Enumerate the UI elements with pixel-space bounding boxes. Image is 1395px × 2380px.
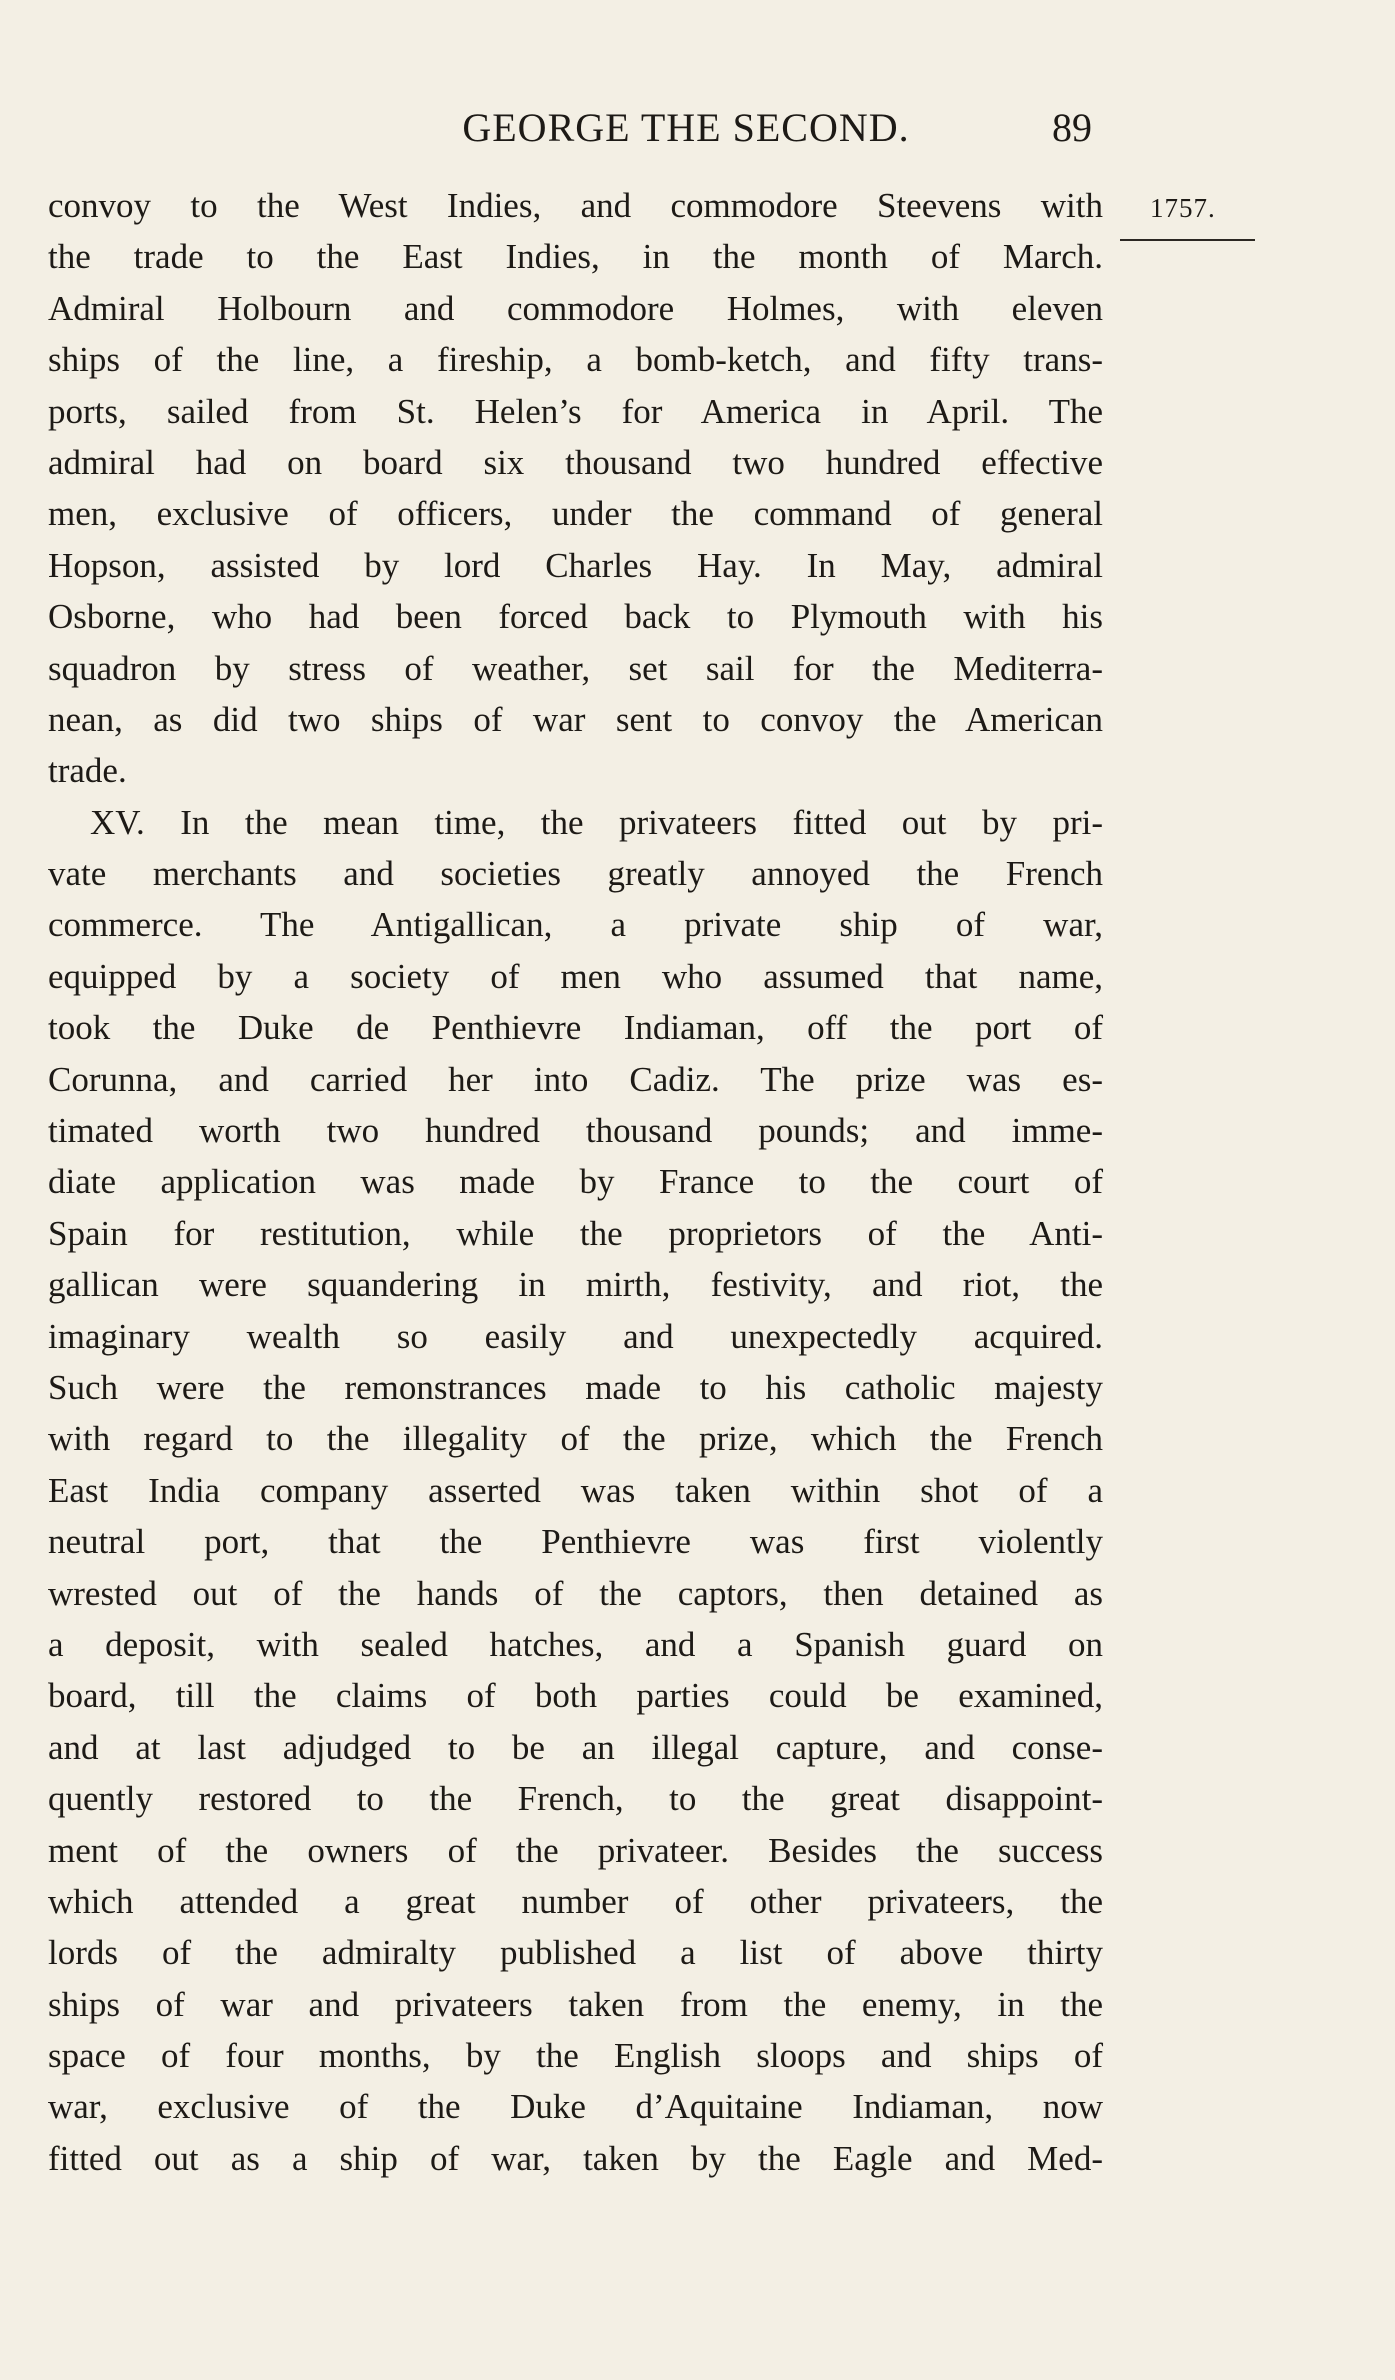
text-line: Corunna, and carried her into Cadiz. The prize was es-: [48, 1059, 1103, 1099]
text-line: timated worth two hundred thousand pounds; and imme-: [48, 1111, 1103, 1151]
text-line: diate application was made by France to the court of: [48, 1162, 1103, 1202]
text-line: which attended a great number of other privateers, the: [48, 1881, 1103, 1921]
text-line: Spain for restitution, while the proprietors of the Anti-: [48, 1213, 1103, 1253]
body-text: [48, 180, 1103, 2184]
text-line: ships of war and privateers taken from the enemy, in the: [48, 1984, 1103, 2024]
text-line: admiral had on board six thousand two hundred effective: [48, 442, 1103, 482]
text-line: gallican were squandering in mirth, festivity, and riot, the: [48, 1265, 1103, 1305]
text-line: vate merchants and societies greatly annoyed the French: [48, 854, 1103, 894]
running-title: GEORGE THE SECOND.: [462, 105, 910, 150]
text-line: ment of the owners of the privateer. Besides the success: [48, 1830, 1103, 1870]
text-line: lords of the admiralty published a list of above thirty: [48, 1933, 1103, 1973]
text-line: men, exclusive of officers, under the command of general: [48, 494, 1103, 534]
margin-year-note: 1757.: [1150, 193, 1216, 223]
text-line: Hopson, assisted by lord Charles Hay. In May, admiral: [48, 545, 1103, 585]
page-number: 89: [1052, 105, 1092, 150]
text-line: imaginary wealth so easily and unexpectedly acquired.: [48, 1316, 1103, 1356]
text-line: quently restored to the French, to the great disappoint-: [48, 1779, 1103, 1819]
text-line: East India company asserted was taken within shot of a: [48, 1470, 1103, 1510]
text-line: with regard to the illegality of the prize, which the French: [48, 1419, 1103, 1459]
text-line: fitted out as a ship of war, taken by the Eagle and Med-: [48, 2138, 1103, 2178]
running-header: [280, 98, 1092, 158]
section-start-line: XV. In the mean time, the privateers fitted out by pri-: [90, 802, 1103, 842]
text-line: space of four months, by the English sloops and ships of: [48, 2036, 1103, 2076]
text-line: squadron by stress of weather, set sail for the Mediterra-: [48, 648, 1103, 688]
text-line: neutral port, that the Penthievre was first violently: [48, 1522, 1103, 1562]
text-line: and at last adjudged to be an illegal capture, and conse-: [48, 1727, 1103, 1767]
text-line: equipped by a society of men who assumed that name,: [48, 956, 1103, 996]
text-line: took the Duke de Penthievre Indiaman, off the port of: [48, 1008, 1103, 1048]
text-line: Such were the remonstrances made to his catholic majesty: [48, 1367, 1103, 1407]
text-line: ships of the line, a fireship, a bomb-ketch, and fifty trans-: [48, 340, 1103, 380]
margin-rule: [1120, 239, 1255, 241]
text-line: a deposit, with sealed hatches, and a Spanish guard on: [48, 1624, 1103, 1664]
text-line: wrested out of the hands of the captors, then detained as: [48, 1573, 1103, 1613]
text-line: the trade to the East Indies, in the month of March.: [48, 237, 1103, 277]
text-line: commerce. The Antigallican, a private ship of war,: [48, 905, 1103, 945]
text-line: nean, as did two ships of war sent to convoy the American: [48, 699, 1103, 739]
text-line: ports, sailed from St. Helen’s for America in April. The: [48, 391, 1103, 431]
text-line: Osborne, who had been forced back to Plymouth with his: [48, 597, 1103, 637]
text-line: convoy to the West Indies, and commodore Steevens with: [48, 186, 1103, 225]
text-line: war, exclusive of the Duke d’Aquitaine Indiaman, now: [48, 2087, 1103, 2127]
text-line: board, till the claims of both parties could be examined,: [48, 1676, 1103, 1716]
text-line: trade.: [48, 751, 127, 791]
text-line: Admiral Holbourn and commodore Holmes, with eleven: [48, 288, 1103, 328]
